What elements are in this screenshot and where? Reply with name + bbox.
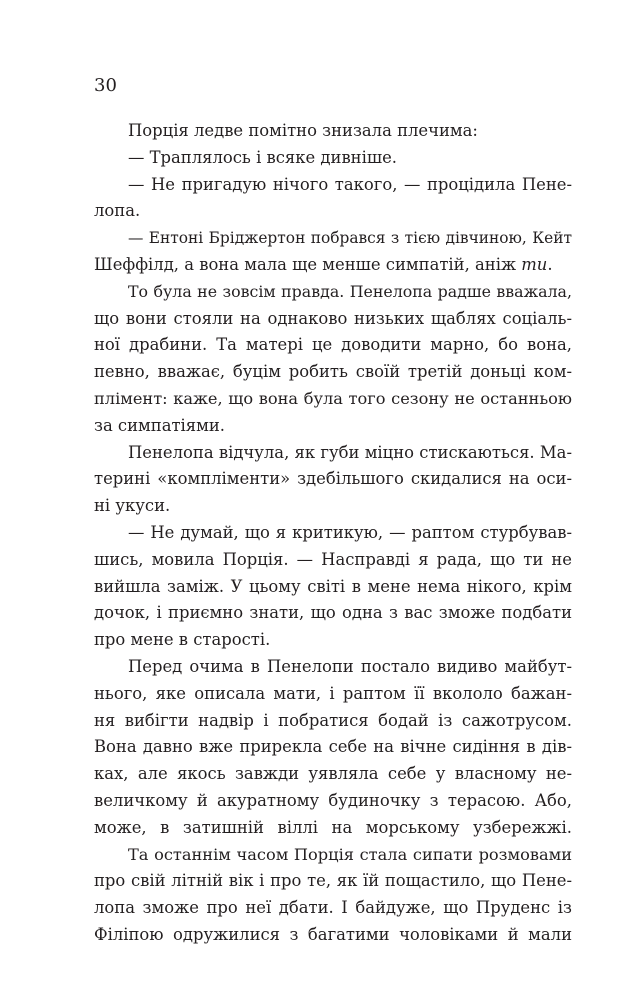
emphasis-word: ти	[521, 254, 548, 274]
text-line: дочок, і приємно знати, що одна з вас зможе подбати	[94, 603, 572, 623]
text-line: про мене в старості.	[94, 630, 271, 650]
text-line: Філіпою одружилися з багатими чоловіками й мали	[94, 924, 572, 944]
text-line: лопа зможе про неї дбати. І байдуже, що Пруденс із	[94, 898, 572, 918]
text-line: — Не думай, що я критикую, — раптом стурбував-	[128, 522, 572, 542]
body-text	[94, 118, 572, 949]
text-line: — Траплялось і всяке дивніше.	[128, 147, 397, 167]
text-line: нього, яке описала мати, і раптом її вкололо бажан-	[94, 683, 572, 703]
page-number: 30	[94, 75, 117, 96]
text-line: ної драбини. Та матері це доводити марно, бо вона,	[94, 335, 572, 355]
text-line: шись, мовила Порція. — Насправді я рада, що ти не	[94, 549, 572, 569]
text-line: Перед очима в Пенелопи постало видиво майбут-	[128, 656, 572, 676]
text-line: Та останнім часом Порція стала сипати розмовами	[128, 844, 572, 864]
text-line: лопа.	[94, 201, 141, 221]
text-line: терині «компліменти» здебільшого скидалися на оси-	[94, 469, 572, 489]
text-line: ня вибігти надвір і побратися бодай із сажотрусом.	[94, 710, 572, 730]
text-line: вийшла заміж. У цьому світі в мене нема нікого, крім	[94, 576, 572, 596]
text-line: То була не зовсім правда. Пенелопа радше вважала,	[128, 281, 572, 301]
text-line: плімент: каже, що вона була того сезону не останньою	[94, 388, 572, 408]
text-line: Пенелопа відчула, як губи міцно стискаються. Ма-	[128, 442, 572, 462]
text-line: про свій літній вік і про те, як їй пощастило, що Пене-	[94, 871, 572, 891]
text-line: за симпатіями.	[94, 415, 226, 435]
text-line: — Не пригадую нічого такого, — процідила Пене-	[128, 174, 572, 194]
text-line: — Ентоні Бріджертон побрався з тією дівчиною, Кейт	[128, 229, 572, 248]
text-segment: .	[547, 254, 553, 274]
text-line-with-emphasis	[94, 252, 572, 279]
text-line: певно, вважає, буцім робить своїй третій доньці ком-	[94, 362, 572, 382]
text-line: що вони стояли на однаково низьких щаблях соціаль-	[94, 308, 572, 328]
text-line: ках, але якось завжди уявляла себе у власному не-	[94, 764, 572, 784]
text-line: Порція ледве помітно знизала плечима:	[128, 121, 478, 140]
text-line: величкому й акуратному будиночку з терасою. Або,	[94, 790, 572, 810]
text-line: Вона давно вже прирекла себе на вічне сидіння в дів-	[94, 737, 572, 757]
text-line: ні укуси.	[94, 496, 171, 516]
text-segment: Шеффілд, а вона мала ще менше симпатій, аніж	[94, 254, 522, 274]
text-line: може, в затишній віллі на морському узбережжі.	[94, 817, 572, 837]
